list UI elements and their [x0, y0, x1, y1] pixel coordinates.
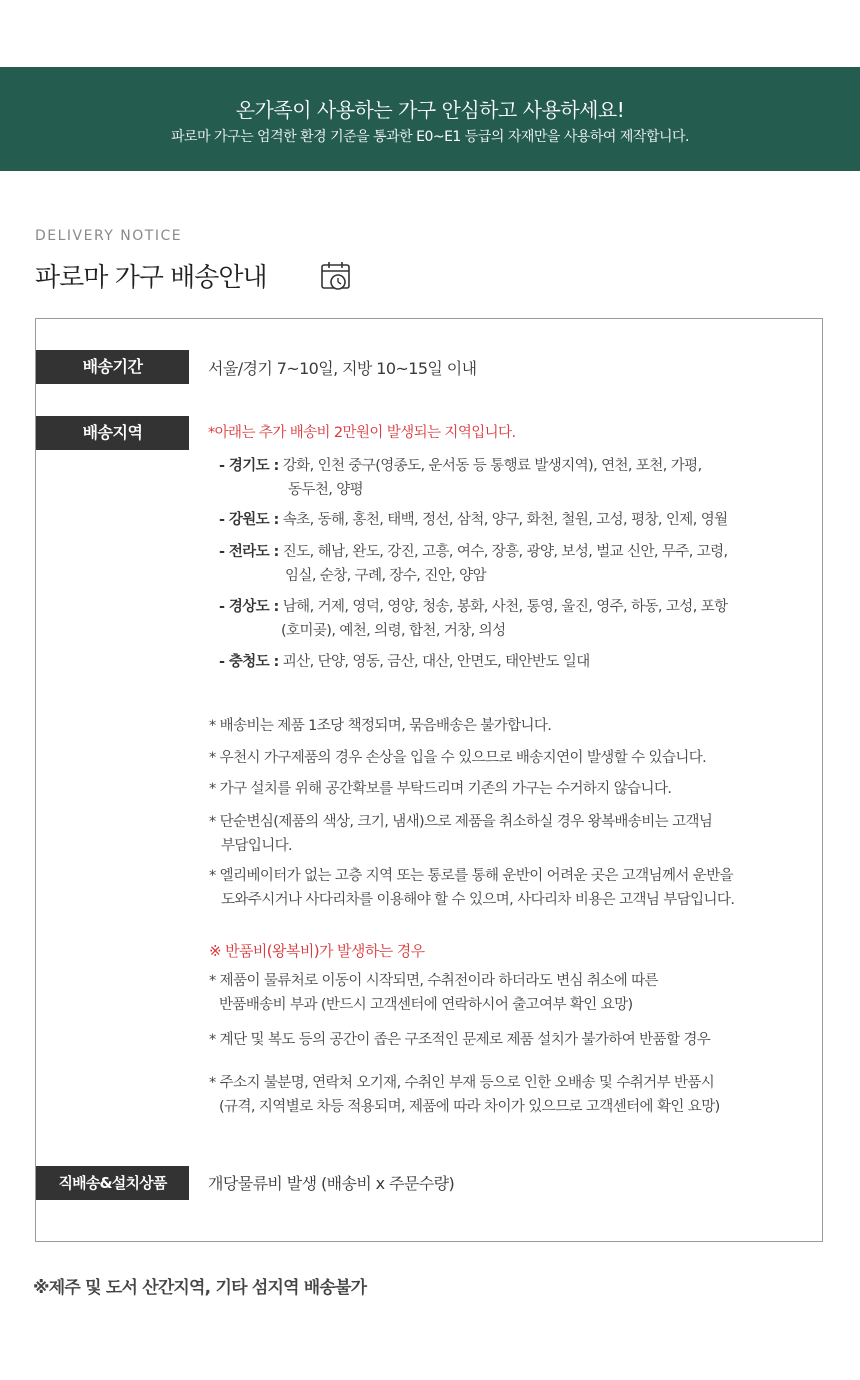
note-item: * 우천시 가구제품의 경우 손상을 입을 수 있으므로 배송지연이 발생할 수 있습니다.	[209, 750, 707, 766]
region-name: - 경상도 :	[219, 599, 279, 615]
region-name: - 전라도 :	[219, 544, 279, 560]
return-item: * 계단 및 복도 등의 공간이 좁은 구조적인 문제로 제품 설치가 불가하여 반품할 경우	[209, 1032, 711, 1048]
banner-title: 온가족이 사용하는 가구 안심하고 사용하세요!	[235, 98, 625, 122]
region-chungcheong	[219, 650, 590, 674]
region-name: - 강원도 :	[219, 512, 279, 528]
region-areas: 괴산, 단양, 영동, 금산, 대산, 안면도, 태안반도 일대	[282, 654, 590, 670]
footer-note: ※제주 및 도서 산간지역, 기타 섬지역 배송불가	[33, 1278, 367, 1298]
note-item	[209, 864, 734, 912]
calendar-clock-icon	[320, 260, 354, 294]
label-delivery-area: 배송지역	[36, 416, 189, 450]
region-areas-cont: 임실, 순창, 구례, 장수, 진안, 양암	[285, 568, 486, 584]
return-item	[209, 969, 658, 1017]
return-fee-title: ※ 반품비(왕복비)가 발생하는 경우	[209, 942, 425, 960]
label-install-product: 직배송&설치상품	[36, 1166, 189, 1200]
note-line: * 단순변심(제품의 색상, 크기, 냄새)으로 제품을 취소하실 경우 왕복배송비는 고객님	[209, 814, 713, 830]
label-delivery-period: 배송기간	[36, 350, 189, 384]
return-line: * 주소지 불분명, 연락처 오기재, 수취인 부재 등으로 인한 오배송 및 수취거부 반품시	[209, 1075, 715, 1091]
note-line: * 엘리베이터가 없는 고층 지역 또는 통로를 통해 운반이 어려운 곳은 고객님께서 운반을	[209, 868, 734, 884]
region-gangwon	[219, 508, 728, 532]
region-areas: 진도, 해남, 완도, 강진, 고흥, 여수, 장흥, 광양, 보성, 벌교 신안, 무주, 고령,	[282, 544, 728, 560]
return-line-cont: 반품배송비 부과 (반드시 고객센터에 연락하시어 출고여부 확인 요망)	[219, 997, 633, 1013]
region-areas: 남해, 거제, 영덕, 영양, 청송, 봉화, 사천, 통영, 울진, 영주, 하동, 고성, 포항	[282, 599, 728, 615]
region-name: - 경기도 :	[219, 458, 279, 474]
region-gyeonggi	[219, 454, 702, 502]
delivery-period-text: 서울/경기 7~10일, 지방 10~15일 이내	[208, 359, 477, 378]
top-banner	[0, 67, 860, 171]
note-line-cont: 부담입니다.	[221, 838, 293, 854]
region-gyeongsang	[219, 595, 728, 643]
return-line-cont: (규격, 지역별로 차등 적용되며, 제품에 따라 차이가 있으므로 고객센터에 확인 요망)	[219, 1099, 720, 1115]
install-fee-text: 개당물류비 발생 (배송비 x 주문수량)	[208, 1174, 455, 1193]
region-areas: 속초, 동해, 홍천, 태백, 정선, 삼척, 양구, 화천, 철원, 고성, 평창, 인제, 영월	[282, 512, 728, 528]
region-areas-cont: (호미곶), 예천, 의령, 합천, 거창, 의성	[281, 623, 506, 639]
region-areas-cont: 동두천, 양평	[288, 482, 364, 498]
return-item	[209, 1071, 720, 1119]
page-title: 파로마 가구 배송안내	[35, 263, 267, 293]
region-areas: 강화, 인천 중구(영종도, 운서동 등 통행료 발생지역), 연천, 포천, 가평,	[282, 458, 702, 474]
note-item: * 가구 설치를 위해 공간확보를 부탁드리며 기존의 가구는 수거하지 않습니다.	[209, 781, 672, 797]
note-item	[209, 810, 712, 858]
banner-subtitle: 파로마 가구는 엄격한 환경 기준을 통과한 E0~E1 등급의 자재만을 사용하여 제작합니다.	[171, 129, 689, 145]
return-line: * 제품이 물류처로 이동이 시작되면, 수취전이라 하더라도 변심 취소에 따른	[209, 973, 658, 989]
section-eyebrow: DELIVERY NOTICE	[35, 228, 183, 244]
note-item: * 배송비는 제품 1조당 책정되며, 묶음배송은 불가합니다.	[209, 718, 552, 734]
region-name: - 충청도 :	[219, 654, 279, 670]
region-jeolla	[219, 540, 728, 588]
extra-fee-notice: *아래는 추가 배송비 2만원이 발생되는 지역입니다.	[208, 425, 516, 441]
note-line-cont: 도와주시거나 사다리차를 이용해야 할 수 있으며, 사다리차 비용은 고객님 부담입니다.	[221, 892, 735, 908]
